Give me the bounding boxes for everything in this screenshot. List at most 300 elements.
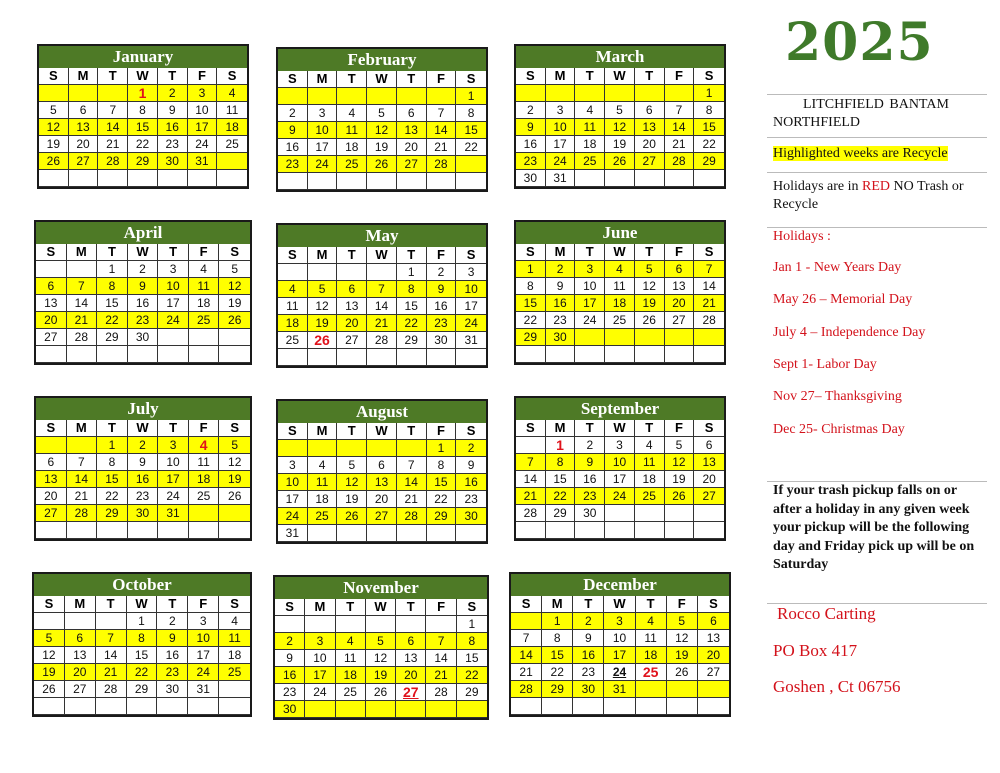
day-cell: 9 bbox=[575, 454, 605, 471]
weekday-header: S bbox=[275, 599, 305, 616]
day-cell: 1 bbox=[427, 440, 457, 457]
empty-cell bbox=[516, 346, 546, 363]
weekday-header: W bbox=[366, 599, 396, 616]
empty-cell bbox=[427, 88, 457, 105]
empty-cell bbox=[128, 346, 159, 363]
day-cell: 5 bbox=[605, 102, 635, 119]
day-cell: 25 bbox=[217, 136, 247, 153]
day-cell: 24 bbox=[188, 136, 218, 153]
day-cell: 28 bbox=[694, 312, 724, 329]
day-cell: 7 bbox=[516, 454, 546, 471]
weekday-header: W bbox=[128, 420, 159, 437]
month-grid bbox=[36, 244, 250, 363]
day-cell: 5 bbox=[219, 261, 250, 278]
day-cell: 28 bbox=[98, 153, 128, 170]
day-cell: 2 bbox=[275, 633, 305, 650]
empty-cell bbox=[308, 264, 338, 281]
empty-cell bbox=[219, 522, 250, 539]
day-cell: 31 bbox=[546, 170, 576, 187]
empty-cell bbox=[396, 701, 426, 718]
weekday-header: S bbox=[457, 599, 487, 616]
day-cell: 11 bbox=[336, 650, 366, 667]
weekday-header: S bbox=[36, 244, 67, 261]
empty-cell bbox=[575, 329, 605, 346]
weekday-header: S bbox=[219, 596, 250, 613]
day-cell: 1 bbox=[516, 261, 546, 278]
empty-cell bbox=[128, 170, 158, 187]
day-cell: 28 bbox=[367, 332, 397, 349]
month-title: March bbox=[516, 46, 724, 68]
day-cell: 29 bbox=[542, 681, 573, 698]
empty-cell bbox=[456, 349, 486, 366]
day-cell: 26 bbox=[635, 312, 665, 329]
day-cell: 30 bbox=[456, 508, 486, 525]
empty-cell bbox=[127, 698, 158, 715]
weekday-header: M bbox=[546, 68, 576, 85]
weekday-header: F bbox=[188, 68, 218, 85]
weekday-header: W bbox=[128, 244, 159, 261]
day-cell: 25 bbox=[635, 488, 665, 505]
month-title: January bbox=[39, 46, 247, 68]
empty-cell bbox=[219, 681, 250, 698]
day-cell: 23 bbox=[516, 153, 546, 170]
day-cell: 6 bbox=[65, 630, 96, 647]
weekday-header: T bbox=[96, 596, 127, 613]
day-cell: 7 bbox=[397, 457, 427, 474]
month-august bbox=[276, 399, 488, 544]
weekday-header: F bbox=[665, 420, 695, 437]
day-cell: 21 bbox=[67, 312, 98, 329]
day-cell: 25 bbox=[605, 312, 635, 329]
weekday-header: T bbox=[573, 596, 604, 613]
empty-cell bbox=[427, 525, 457, 542]
day-cell: 16 bbox=[456, 474, 486, 491]
day-cell: 9 bbox=[427, 281, 457, 298]
day-cell: 9 bbox=[456, 457, 486, 474]
empty-cell bbox=[605, 522, 635, 539]
day-cell: 12 bbox=[219, 278, 250, 295]
empty-cell bbox=[158, 522, 189, 539]
empty-cell bbox=[36, 437, 67, 454]
day-cell: 18 bbox=[219, 647, 250, 664]
day-cell: 13 bbox=[694, 454, 724, 471]
day-cell: 11 bbox=[217, 102, 247, 119]
empty-cell bbox=[542, 698, 573, 715]
weekday-header: S bbox=[698, 596, 729, 613]
day-cell: 8 bbox=[97, 454, 128, 471]
day-cell: 24 bbox=[278, 508, 308, 525]
day-cell: 23 bbox=[278, 156, 308, 173]
weekday-header: T bbox=[635, 68, 665, 85]
day-cell: 13 bbox=[665, 278, 695, 295]
day-cell: 26 bbox=[34, 681, 65, 698]
empty-cell bbox=[188, 170, 218, 187]
day-cell: 2 bbox=[546, 261, 576, 278]
holiday-item: May 26 – Memorial Day bbox=[773, 292, 913, 307]
day-cell: 11 bbox=[219, 630, 250, 647]
day-cell: 2 bbox=[128, 437, 159, 454]
weekday-header: T bbox=[635, 420, 665, 437]
weekday-header: M bbox=[67, 420, 98, 437]
day-cell: 29 bbox=[97, 329, 128, 346]
day-cell: 6 bbox=[397, 105, 427, 122]
weekday-header: S bbox=[278, 247, 308, 264]
day-cell: 18 bbox=[189, 295, 220, 312]
day-cell: 21 bbox=[511, 664, 542, 681]
month-grid bbox=[278, 423, 486, 542]
weekday-header: S bbox=[694, 68, 724, 85]
day-cell: 30 bbox=[573, 681, 604, 698]
weekday-header: S bbox=[278, 71, 308, 88]
day-cell: 29 bbox=[457, 684, 487, 701]
day-cell: 12 bbox=[366, 650, 396, 667]
day-cell: 22 bbox=[694, 136, 724, 153]
day-cell: 20 bbox=[694, 471, 724, 488]
month-grid bbox=[278, 71, 486, 190]
weekday-header: F bbox=[427, 71, 457, 88]
holiday-item: July 4 – Independence Day bbox=[773, 325, 926, 340]
company-city: Goshen , Ct 06756 bbox=[773, 677, 901, 696]
empty-cell bbox=[67, 261, 98, 278]
empty-cell bbox=[605, 346, 635, 363]
day-cell: 10 bbox=[604, 630, 635, 647]
day-cell: 6 bbox=[367, 457, 397, 474]
empty-cell bbox=[575, 522, 605, 539]
day-cell: 30 bbox=[158, 153, 188, 170]
weekday-header: F bbox=[667, 596, 698, 613]
day-cell: 6 bbox=[36, 454, 67, 471]
weekday-header: M bbox=[65, 596, 96, 613]
holiday-note-red: RED bbox=[862, 179, 891, 194]
month-grid bbox=[39, 68, 247, 187]
empty-cell bbox=[158, 329, 189, 346]
month-title: April bbox=[36, 222, 250, 244]
day-cell: 18 bbox=[189, 471, 220, 488]
day-cell: 17 bbox=[308, 139, 338, 156]
empty-cell bbox=[694, 522, 724, 539]
day-cell: 9 bbox=[516, 119, 546, 136]
day-cell: 13 bbox=[396, 650, 426, 667]
day-cell: 20 bbox=[36, 312, 67, 329]
weekday-header: F bbox=[426, 599, 456, 616]
day-cell: 19 bbox=[366, 667, 396, 684]
day-cell: 3 bbox=[604, 613, 635, 630]
day-cell: 1 bbox=[457, 616, 487, 633]
weekday-header: W bbox=[367, 247, 397, 264]
day-cell: 4 bbox=[635, 437, 665, 454]
month-grid bbox=[34, 596, 250, 715]
day-cell: 19 bbox=[219, 295, 250, 312]
day-cell: 26 bbox=[605, 153, 635, 170]
empty-cell bbox=[34, 613, 65, 630]
empty-cell bbox=[367, 88, 397, 105]
day-cell: 2 bbox=[427, 264, 457, 281]
day-cell: 23 bbox=[158, 136, 188, 153]
weekday-header: T bbox=[97, 244, 128, 261]
empty-cell bbox=[636, 681, 667, 698]
month-july bbox=[34, 396, 252, 541]
weekday-header: T bbox=[636, 596, 667, 613]
empty-cell bbox=[97, 522, 128, 539]
empty-cell bbox=[188, 698, 219, 715]
day-cell: 16 bbox=[278, 139, 308, 156]
weekday-header: S bbox=[219, 244, 250, 261]
towns-label: LITCHFIELD BANTAM NORTHFIELD bbox=[773, 97, 949, 130]
divider bbox=[767, 227, 987, 228]
day-cell: 11 bbox=[635, 454, 665, 471]
day-cell: 3 bbox=[605, 437, 635, 454]
day-cell: 28 bbox=[511, 681, 542, 698]
empty-cell bbox=[278, 88, 308, 105]
day-cell: 8 bbox=[542, 630, 573, 647]
day-cell: 2 bbox=[456, 440, 486, 457]
day-cell: 4 bbox=[575, 102, 605, 119]
empty-cell bbox=[308, 173, 338, 190]
day-cell: 17 bbox=[456, 298, 486, 315]
day-cell: 2 bbox=[157, 613, 188, 630]
day-cell: 5 bbox=[337, 457, 367, 474]
day-cell: 21 bbox=[98, 136, 128, 153]
divider bbox=[767, 172, 987, 173]
empty-cell bbox=[427, 173, 457, 190]
weekday-header: S bbox=[219, 420, 250, 437]
day-cell: 10 bbox=[605, 454, 635, 471]
month-grid bbox=[511, 596, 729, 715]
empty-cell bbox=[635, 329, 665, 346]
empty-cell bbox=[308, 349, 338, 366]
day-cell: 4 bbox=[219, 613, 250, 630]
day-cell: 15 bbox=[397, 298, 427, 315]
day-cell: 26 bbox=[367, 156, 397, 173]
day-cell: 10 bbox=[546, 119, 576, 136]
day-cell: 16 bbox=[427, 298, 457, 315]
day-cell: 26 bbox=[667, 664, 698, 681]
day-cell: 12 bbox=[337, 474, 367, 491]
day-cell: 1 bbox=[546, 437, 576, 454]
weekday-header: M bbox=[308, 71, 338, 88]
empty-cell bbox=[217, 170, 247, 187]
empty-cell bbox=[694, 505, 724, 522]
day-cell: 2 bbox=[575, 437, 605, 454]
day-cell: 13 bbox=[337, 298, 367, 315]
day-cell: 14 bbox=[665, 119, 695, 136]
day-cell: 4 bbox=[605, 261, 635, 278]
empty-cell bbox=[278, 349, 308, 366]
day-cell: 7 bbox=[67, 278, 98, 295]
day-cell: 19 bbox=[308, 315, 338, 332]
day-cell: 18 bbox=[217, 119, 247, 136]
day-cell: 11 bbox=[189, 278, 220, 295]
day-cell: 6 bbox=[69, 102, 99, 119]
day-cell: 1 bbox=[397, 264, 427, 281]
weekday-header: T bbox=[158, 420, 189, 437]
day-cell: 4 bbox=[278, 281, 308, 298]
day-cell: 28 bbox=[516, 505, 546, 522]
day-cell: 14 bbox=[511, 647, 542, 664]
day-cell: 8 bbox=[127, 630, 158, 647]
empty-cell bbox=[366, 616, 396, 633]
weekday-header: T bbox=[635, 244, 665, 261]
empty-cell bbox=[605, 505, 635, 522]
day-cell: 12 bbox=[605, 119, 635, 136]
empty-cell bbox=[67, 437, 98, 454]
day-cell: 16 bbox=[546, 295, 576, 312]
empty-cell bbox=[665, 505, 695, 522]
day-cell: 18 bbox=[278, 315, 308, 332]
empty-cell bbox=[456, 156, 486, 173]
day-cell: 27 bbox=[367, 508, 397, 525]
empty-cell bbox=[337, 349, 367, 366]
day-cell: 19 bbox=[39, 136, 69, 153]
day-cell: 10 bbox=[308, 122, 338, 139]
day-cell: 25 bbox=[636, 664, 667, 681]
empty-cell bbox=[397, 88, 427, 105]
month-title: August bbox=[278, 401, 486, 423]
day-cell: 1 bbox=[542, 613, 573, 630]
month-february bbox=[276, 47, 488, 192]
day-cell: 1 bbox=[456, 88, 486, 105]
recycle-note-box bbox=[767, 146, 993, 162]
day-cell: 28 bbox=[665, 153, 695, 170]
weekday-header: T bbox=[337, 247, 367, 264]
day-cell: 27 bbox=[69, 153, 99, 170]
empty-cell bbox=[278, 173, 308, 190]
day-cell: 14 bbox=[67, 471, 98, 488]
weekday-header: S bbox=[36, 420, 67, 437]
day-cell: 5 bbox=[367, 105, 397, 122]
weekday-header: W bbox=[605, 244, 635, 261]
holidays-heading: Holidays : bbox=[773, 229, 831, 244]
day-cell: 21 bbox=[96, 664, 127, 681]
weekday-header: M bbox=[546, 244, 576, 261]
weekday-header: S bbox=[456, 71, 486, 88]
day-cell: 11 bbox=[278, 298, 308, 315]
day-cell: 20 bbox=[337, 315, 367, 332]
day-cell: 28 bbox=[67, 329, 98, 346]
day-cell: 17 bbox=[604, 647, 635, 664]
holiday-item: Sept 1- Labor Day bbox=[773, 357, 877, 372]
month-title: October bbox=[34, 574, 250, 596]
day-cell: 26 bbox=[219, 488, 250, 505]
day-cell: 9 bbox=[158, 102, 188, 119]
day-cell: 16 bbox=[157, 647, 188, 664]
day-cell: 8 bbox=[546, 454, 576, 471]
day-cell: 6 bbox=[396, 633, 426, 650]
day-cell: 22 bbox=[397, 315, 427, 332]
day-cell: 20 bbox=[69, 136, 99, 153]
day-cell: 10 bbox=[456, 281, 486, 298]
day-cell: 15 bbox=[128, 119, 158, 136]
day-cell: 27 bbox=[36, 505, 67, 522]
day-cell: 1 bbox=[128, 85, 158, 102]
day-cell: 26 bbox=[665, 488, 695, 505]
month-title: July bbox=[36, 398, 250, 420]
day-cell: 17 bbox=[278, 491, 308, 508]
day-cell: 5 bbox=[635, 261, 665, 278]
empty-cell bbox=[158, 170, 188, 187]
day-cell: 2 bbox=[278, 105, 308, 122]
day-cell: 10 bbox=[158, 454, 189, 471]
day-cell: 13 bbox=[65, 647, 96, 664]
day-cell: 15 bbox=[516, 295, 546, 312]
day-cell: 22 bbox=[457, 667, 487, 684]
day-cell: 24 bbox=[456, 315, 486, 332]
weekday-header: S bbox=[456, 423, 486, 440]
empty-cell bbox=[337, 173, 367, 190]
month-grid bbox=[275, 599, 487, 718]
day-cell: 7 bbox=[67, 454, 98, 471]
weekday-header: T bbox=[575, 244, 605, 261]
day-cell: 10 bbox=[305, 650, 335, 667]
day-cell: 6 bbox=[665, 261, 695, 278]
day-cell: 6 bbox=[694, 437, 724, 454]
day-cell: 24 bbox=[604, 664, 635, 681]
day-cell: 17 bbox=[188, 119, 218, 136]
day-cell: 27 bbox=[65, 681, 96, 698]
day-cell: 25 bbox=[575, 153, 605, 170]
weekday-header: T bbox=[337, 71, 367, 88]
day-cell: 24 bbox=[575, 312, 605, 329]
weekday-header: F bbox=[665, 244, 695, 261]
day-cell: 10 bbox=[188, 630, 219, 647]
day-cell: 17 bbox=[605, 471, 635, 488]
day-cell: 3 bbox=[456, 264, 486, 281]
day-cell: 25 bbox=[308, 508, 338, 525]
day-cell: 17 bbox=[575, 295, 605, 312]
weekday-header: F bbox=[188, 596, 219, 613]
day-cell: 22 bbox=[127, 664, 158, 681]
day-cell: 3 bbox=[278, 457, 308, 474]
empty-cell bbox=[396, 616, 426, 633]
day-cell: 3 bbox=[305, 633, 335, 650]
day-cell: 17 bbox=[188, 647, 219, 664]
day-cell: 3 bbox=[188, 613, 219, 630]
empty-cell bbox=[546, 522, 576, 539]
weekday-header: M bbox=[308, 423, 338, 440]
day-cell: 9 bbox=[157, 630, 188, 647]
day-cell: 8 bbox=[397, 281, 427, 298]
empty-cell bbox=[69, 85, 99, 102]
empty-cell bbox=[337, 440, 367, 457]
day-cell: 12 bbox=[667, 630, 698, 647]
empty-cell bbox=[308, 440, 338, 457]
day-cell: 29 bbox=[397, 332, 427, 349]
day-cell: 12 bbox=[34, 647, 65, 664]
day-cell: 8 bbox=[457, 633, 487, 650]
month-grid bbox=[516, 244, 724, 363]
day-cell: 4 bbox=[217, 85, 247, 102]
day-cell: 19 bbox=[219, 471, 250, 488]
day-cell: 22 bbox=[546, 488, 576, 505]
empty-cell bbox=[457, 701, 487, 718]
day-cell: 27 bbox=[397, 156, 427, 173]
company-box: PO Box 417 bbox=[773, 641, 858, 660]
day-cell: 12 bbox=[367, 122, 397, 139]
day-cell: 1 bbox=[97, 261, 128, 278]
day-cell: 5 bbox=[34, 630, 65, 647]
day-cell: 14 bbox=[516, 471, 546, 488]
day-cell: 16 bbox=[158, 119, 188, 136]
empty-cell bbox=[308, 88, 338, 105]
month-grid bbox=[278, 247, 486, 366]
day-cell: 21 bbox=[67, 488, 98, 505]
day-cell: 25 bbox=[189, 488, 220, 505]
day-cell: 14 bbox=[96, 647, 127, 664]
day-cell: 11 bbox=[337, 122, 367, 139]
day-cell: 19 bbox=[367, 139, 397, 156]
day-cell: 20 bbox=[36, 488, 67, 505]
empty-cell bbox=[516, 437, 546, 454]
